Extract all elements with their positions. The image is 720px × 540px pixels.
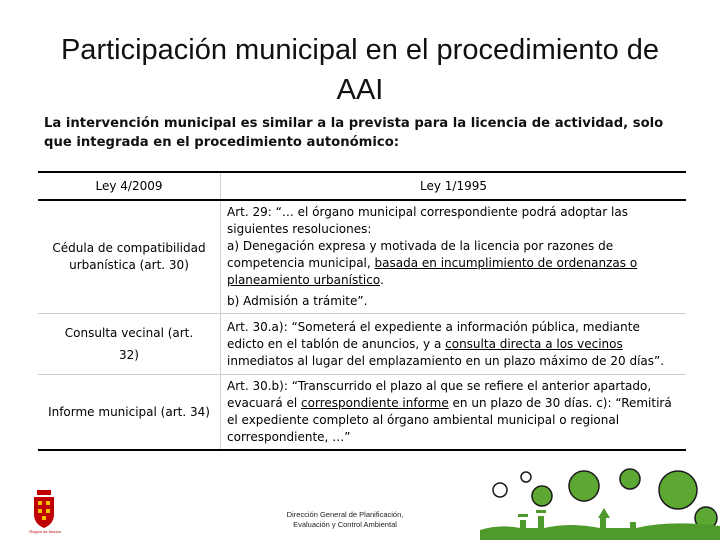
- footer-line-2: Evaluación y Control Ambiental: [293, 520, 397, 529]
- row-1-para-2-underlined: basada en incumplimiento de ordenanzas o planeamiento urbanístico: [227, 256, 638, 287]
- row-3-text: Art. 30.b): “Transcurrido el plazo al que se refiere el anterior apartado, evacuará el: [227, 379, 652, 410]
- row-3-left-text: Informe municipal (art. 34): [48, 405, 210, 419]
- table-header-row: [38, 172, 686, 200]
- comparison-table: [38, 171, 686, 451]
- row-2-underlined: consulta directa a los vecinos: [445, 336, 623, 351]
- row-1-para-2: [227, 238, 680, 289]
- header-ley-4-2009: Ley 4/2009: [38, 172, 221, 200]
- row-3-right: [221, 375, 687, 451]
- row-1-right: [221, 200, 687, 314]
- row-3-text-end: en un plazo de 30 días. c): “Remitirá el expediente completo al órgano ambiental municipal o regional correspondiente, …”: [227, 396, 672, 444]
- row-1-para-2-end: .: [380, 273, 384, 287]
- region-murcia-emblem: [26, 488, 62, 534]
- row-2-text: Art. 30.a): “Someterá el expediente a información pública, mediante edicto en el tablón de anuncios, y a: [227, 319, 640, 351]
- row-2-left-text: Consulta vecinal (art. 32): [64, 326, 194, 362]
- header-ley-1-1995: Ley 1/1995: [221, 172, 687, 200]
- row-2-left: [38, 314, 221, 375]
- table-row: [38, 200, 686, 314]
- row-1-para-1: Art. 29: “… el órgano municipal correspondiente podrá adoptar las siguientes resoluciones:: [227, 205, 628, 236]
- emblem-caption: Región de Murcia: [29, 529, 61, 534]
- footer-line-1: Dirección General de Planificación,: [286, 510, 404, 519]
- row-2-text-end: inmediatos al lugar del emplazamiento en un plazo máximo de 20 días”.: [227, 353, 665, 368]
- page-title: Participación municipal en el procedimiento de AAI: [60, 34, 660, 106]
- row-3-underlined: correspondiente informe: [301, 396, 449, 410]
- row-2-right: [221, 314, 687, 375]
- row-1-para-3: b) Admisión a trámite”.: [227, 294, 368, 308]
- row-1-left: Cédula de compatibilidad urbanística (art. 30): [38, 200, 221, 314]
- row-3-left: [38, 375, 221, 451]
- footer-department: [270, 510, 420, 530]
- table-row: [38, 314, 686, 375]
- landscape-decoration: [480, 468, 720, 540]
- table-row: [38, 375, 686, 451]
- intro-text: La intervención municipal es similar a la prevista para la licencia de actividad, solo que integrada en el procedimiento autonómico:: [44, 116, 664, 150]
- row-1-para-2-text: a) Denegación expresa y motivada de la licencia por razones de competencia municipal,: [227, 239, 614, 270]
